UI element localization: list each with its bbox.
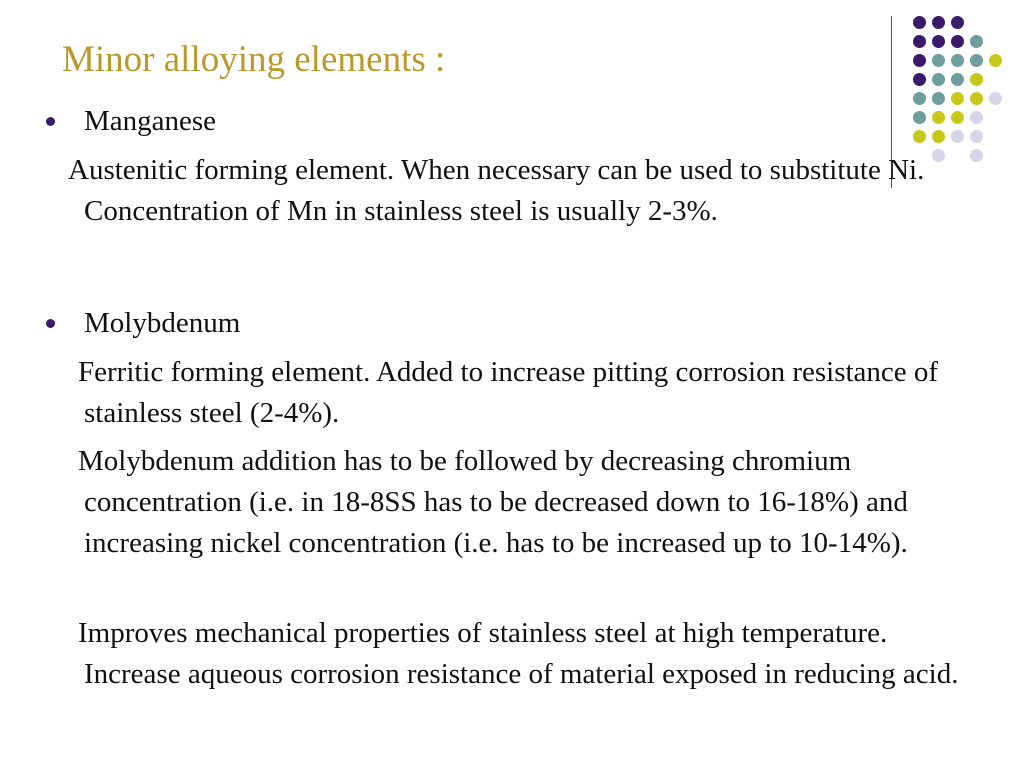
manganese-description: Austenitic forming element. When necessary can be used to substitute Ni. Concentration of Mn in stainless steel is usually 2-3%. [68,154,925,227]
molybdenum-description-high-temperature: Improves mechanical properties of stainless steel at high temperature. Increase aqueous corrosion resistance of material exposed in reducing acid. [78,617,959,690]
bullet-label: Manganese [84,105,217,137]
bullet-item-molybdenum [46,306,240,340]
bullet-marker [46,117,55,126]
bullet-label: Molybdenum [84,307,241,339]
molybdenum-description-chromium-nickel: Molybdenum addition has to be followed by decreasing chromium concentration (i.e. in 18-8SS has to be decreased down to 16-18%) and increasing nickel concentration (i.e. has to be increased up to 10-14%). [78,445,908,559]
bullet-marker [46,319,55,328]
bullet-item-manganese [46,104,216,138]
molybdenum-description-ferritic: Ferritic forming element. Added to increase pitting corrosion resistance of stainless steel (2-4%). [78,356,939,429]
slide-title: Minor alloying elements : [62,39,446,80]
